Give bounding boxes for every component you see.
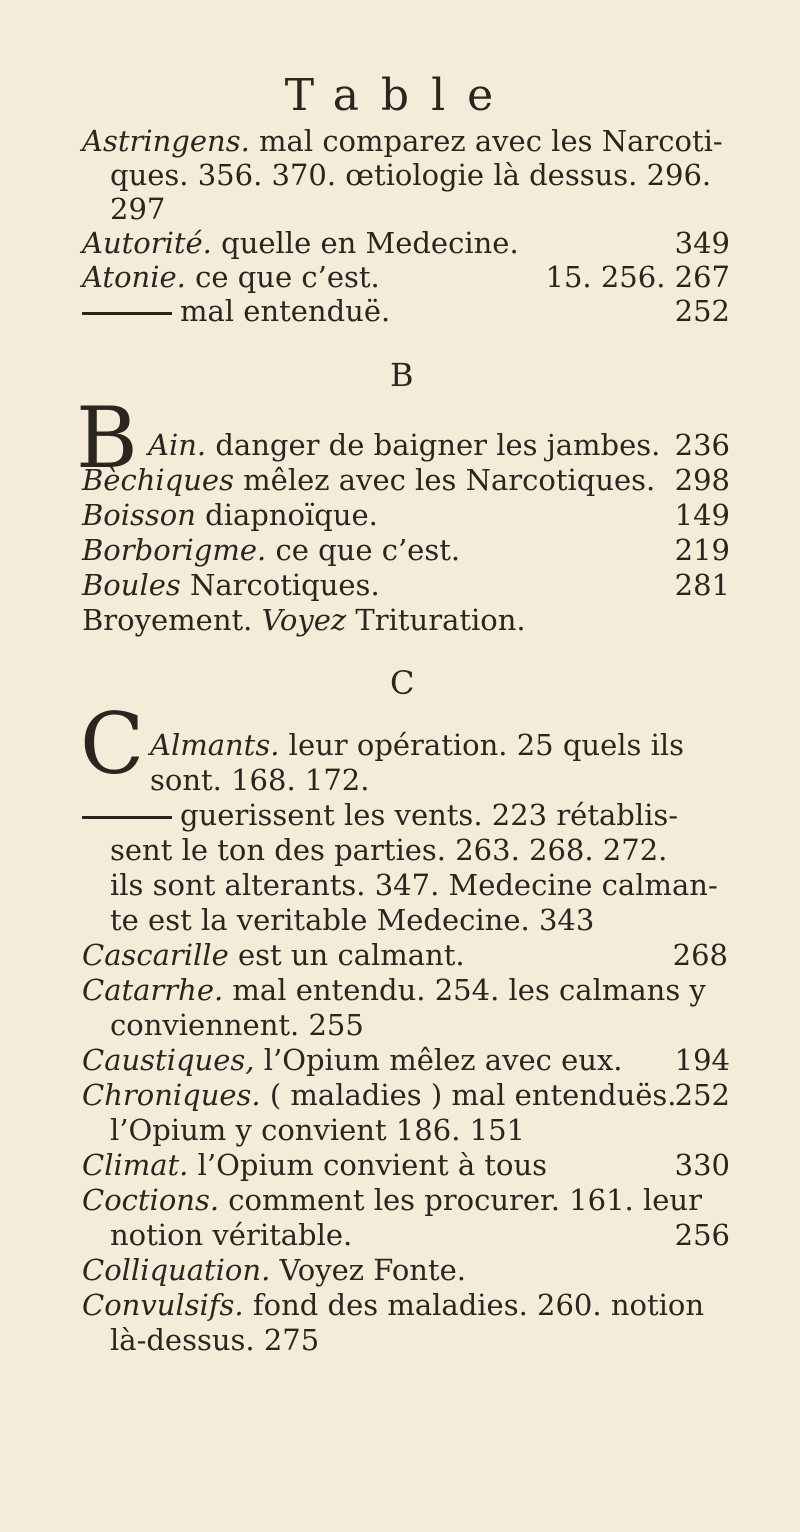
entry-text: danger de baigner les jambes. <box>206 428 661 462</box>
page-ref: 268 <box>672 938 728 972</box>
entry-convulsifs <box>82 1288 704 1322</box>
entry-text: mal comparez avec les Narcoti- <box>249 124 723 158</box>
cross-ref: Voyez <box>261 603 347 637</box>
entry-calmants <box>150 728 684 762</box>
section-letter-b: B <box>390 356 414 394</box>
entry-astringens <box>82 124 723 158</box>
entry-boisson <box>82 498 378 532</box>
entry-text: mal entenduë. <box>180 294 391 328</box>
entry-line: notion véritable. <box>110 1218 353 1252</box>
entry-line: ils sont alterants. 347. Medecine calman- <box>110 868 718 902</box>
entry-head: Ain. <box>148 428 207 462</box>
entry-text: quelle en Medecine. <box>211 226 519 260</box>
entry-autorite <box>82 226 519 260</box>
entry-line: sent le ton des parties. 263. 268. 272. <box>110 833 668 867</box>
entry-colliquation <box>82 1253 466 1287</box>
entry-text: ( maladies ) mal entenduës. <box>260 1078 677 1112</box>
page-ref: 256 <box>674 1218 730 1252</box>
entry-text: l’Opium convient à tous <box>188 1148 548 1182</box>
entry-catarrhe <box>82 973 706 1007</box>
entry-text: fond des maladies. 260. notion <box>243 1288 705 1322</box>
page-ref: 281 <box>674 568 730 602</box>
entry-text: comment les procurer. 161. leur <box>219 1183 702 1217</box>
entry-cascarille <box>82 938 465 972</box>
entry-head: Colliquation. <box>82 1253 271 1287</box>
page-ref: 252 <box>674 294 730 328</box>
page-ref: 194 <box>674 1043 730 1077</box>
page-ref: 149 <box>674 498 730 532</box>
entry-climat <box>82 1148 547 1182</box>
section-letter-c: C <box>390 664 415 702</box>
entry-head: Boules <box>82 568 181 602</box>
entry-chroniques <box>82 1078 677 1112</box>
entry-text: diapnoïque. <box>195 498 378 532</box>
entry-line: 297 <box>110 192 166 226</box>
entry-head: Cascarille <box>82 938 229 972</box>
ditto-dash <box>82 312 172 315</box>
entry-text: Voyez Fonte. <box>270 1253 467 1287</box>
entry-text: est un calmant. <box>228 938 465 972</box>
entry-borborigme <box>82 533 460 567</box>
page-ref: 298 <box>674 463 730 497</box>
entry-text: ce que c’est. <box>185 260 380 294</box>
entry-line: te est la veritable Medecine. 343 <box>110 903 595 937</box>
entry-line: l’Opium y convient 186. 151 <box>110 1113 525 1147</box>
entry-head: Autorité. <box>82 226 212 260</box>
page-ref: 15. 256. 267 <box>545 260 730 294</box>
entry-text: ce que c’est. <box>266 533 461 567</box>
entry-text: mêlez avec les Narcotiques. <box>233 463 656 497</box>
page-ref: 252 <box>674 1078 730 1112</box>
entry-line: ques. 356. 370. œtiologie là dessus. 296. <box>110 158 712 192</box>
entry-head: Borborigme. <box>82 533 267 567</box>
page-ref: 330 <box>674 1148 730 1182</box>
entry-head: Coctions. <box>82 1183 220 1217</box>
entry-head: Almants. <box>150 728 280 762</box>
ditto-dash <box>82 816 172 819</box>
page-ref: 236 <box>674 428 730 462</box>
entry-head: Convulsifs. <box>82 1288 244 1322</box>
entry-text: leur opération. 25 quels ils <box>279 728 685 762</box>
entry-head: Astringens. <box>82 124 250 158</box>
entry-text: l’Opium mêlez avec eux. <box>254 1043 623 1077</box>
entry-text: Broyement. <box>82 603 262 637</box>
page-header: Table <box>284 70 516 121</box>
dropcap-c: C <box>80 695 145 793</box>
entry-coctions <box>82 1183 702 1217</box>
entry-text: Trituration. <box>346 603 526 637</box>
entry-head: Climat. <box>82 1148 189 1182</box>
dropcap-b: B <box>76 389 138 487</box>
entry-calmants-sub <box>82 798 678 832</box>
entry-caustiques <box>82 1043 623 1077</box>
entry-text: mal entendu. 254. les calmans y <box>223 973 706 1007</box>
entry-head: Caustiques, <box>82 1043 255 1077</box>
entry-head: Atonie. <box>82 260 186 294</box>
entry-bain <box>148 428 660 462</box>
entry-bechiques <box>82 463 655 497</box>
entry-line: sont. 168. 172. <box>150 763 370 797</box>
entry-head: Catarrhe. <box>82 973 224 1007</box>
page-ref: 219 <box>674 533 730 567</box>
entry-broyement <box>82 603 526 637</box>
entry-text: guerissent les vents. 223 rétablis- <box>180 798 679 832</box>
entry-text: Narcotiques. <box>180 568 380 602</box>
entry-head: Boisson <box>82 498 196 532</box>
entry-boules <box>82 568 380 602</box>
entry-head: Chroniques. <box>82 1078 261 1112</box>
entry-line: là-dessus. 275 <box>110 1323 320 1357</box>
entry-line: conviennent. 255 <box>110 1008 364 1042</box>
entry-head: Bèchiques <box>82 463 234 497</box>
entry-atonie <box>82 260 380 294</box>
page-ref: 349 <box>674 226 730 260</box>
entry-atonie-sub <box>82 294 390 328</box>
